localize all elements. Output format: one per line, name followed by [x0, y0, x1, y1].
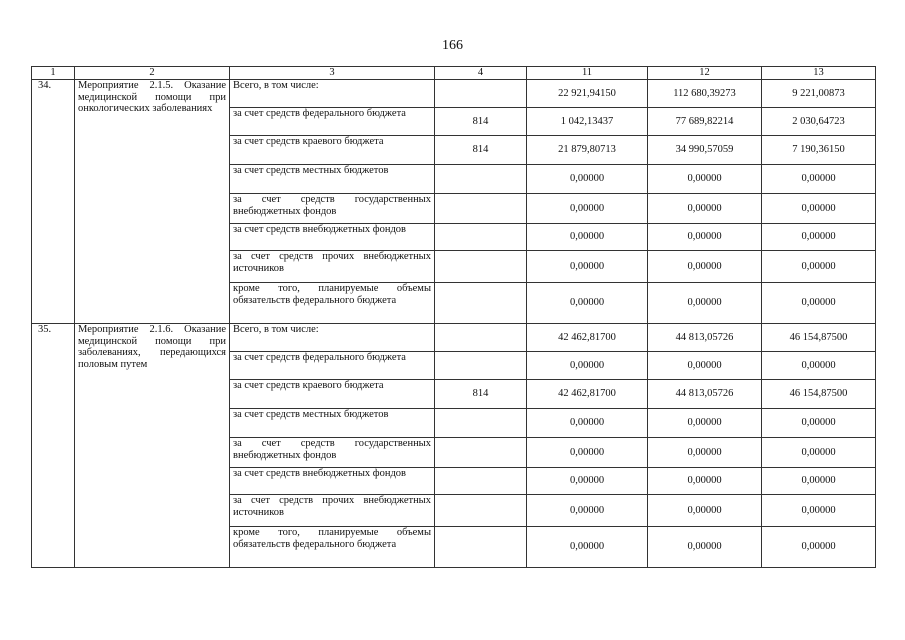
funding-source: за счет средств внебюджетных фондов — [230, 468, 435, 495]
value-col-13: 9 221,00873 — [762, 80, 876, 108]
value-col-12: 0,00000 — [648, 409, 762, 438]
budget-code — [435, 194, 527, 224]
budget-code: 814 — [435, 108, 527, 136]
funding-source: за счет средств прочих внебюджетных источников — [230, 251, 435, 283]
value-col-12: 44 813,05726 — [648, 324, 762, 352]
value-col-13: 0,00000 — [762, 495, 876, 527]
budget-code: 814 — [435, 136, 527, 165]
value-col-13: 0,00000 — [762, 527, 876, 568]
value-col-12: 44 813,05726 — [648, 380, 762, 409]
value-col-13: 46 154,87500 — [762, 380, 876, 409]
value-col-11: 22 921,94150 — [527, 80, 648, 108]
header-col-12: 12 — [648, 67, 762, 80]
table-row — [32, 324, 876, 352]
value-col-12: 0,00000 — [648, 352, 762, 380]
value-col-11: 0,00000 — [527, 165, 648, 194]
measure-description: Мероприятие 2.1.6. Оказание медицинской помощи при заболеваниях, передающихся половым путем — [75, 324, 230, 568]
header-col-1: 1 — [32, 67, 75, 80]
value-col-13: 0,00000 — [762, 165, 876, 194]
row-index: 35. — [32, 324, 75, 568]
measure-description: Мероприятие 2.1.5. Оказание медицинской помощи при онкологических заболеваниях — [75, 80, 230, 324]
funding-source: за счет средств краевого бюджета — [230, 136, 435, 165]
budget-code — [435, 251, 527, 283]
table-row — [32, 80, 876, 108]
value-col-12: 0,00000 — [648, 165, 762, 194]
header-col-4: 4 — [435, 67, 527, 80]
value-col-12: 0,00000 — [648, 194, 762, 224]
funding-source: за счет средств краевого бюджета — [230, 380, 435, 409]
budget-code — [435, 224, 527, 251]
funding-source: за счет средств государственных внебюджетных фондов — [230, 194, 435, 224]
value-col-13: 0,00000 — [762, 352, 876, 380]
funding-source: за счет средств местных бюджетов — [230, 165, 435, 194]
value-col-11: 1 042,13437 — [527, 108, 648, 136]
value-col-13: 0,00000 — [762, 194, 876, 224]
value-col-11: 0,00000 — [527, 352, 648, 380]
budget-code — [435, 324, 527, 352]
budget-code — [435, 468, 527, 495]
value-col-13: 2 030,64723 — [762, 108, 876, 136]
funding-source: за счет средств внебюджетных фондов — [230, 224, 435, 251]
value-col-13: 46 154,87500 — [762, 324, 876, 352]
funding-source: Всего, в том числе: — [230, 324, 435, 352]
header-col-13: 13 — [762, 67, 876, 80]
funding-source: Всего, в том числе: — [230, 80, 435, 108]
value-col-11: 0,00000 — [527, 283, 648, 324]
header-col-3: 3 — [230, 67, 435, 80]
value-col-11: 0,00000 — [527, 438, 648, 468]
value-col-12: 0,00000 — [648, 251, 762, 283]
funding-source: за счет средств федерального бюджета — [230, 352, 435, 380]
value-col-12: 0,00000 — [648, 468, 762, 495]
value-col-11: 42 462,81700 — [527, 380, 648, 409]
value-col-11: 0,00000 — [527, 495, 648, 527]
value-col-12: 34 990,57059 — [648, 136, 762, 165]
value-col-11: 0,00000 — [527, 224, 648, 251]
header-col-11: 11 — [527, 67, 648, 80]
budget-code — [435, 409, 527, 438]
funding-source: кроме того, планируемые объемы обязательств федерального бюджета — [230, 527, 435, 568]
budget-code — [435, 438, 527, 468]
value-col-13: 0,00000 — [762, 251, 876, 283]
value-col-12: 0,00000 — [648, 527, 762, 568]
value-col-11: 21 879,80713 — [527, 136, 648, 165]
funding-source: за счет средств местных бюджетов — [230, 409, 435, 438]
value-col-13: 0,00000 — [762, 468, 876, 495]
budget-table — [31, 66, 876, 568]
budget-code — [435, 283, 527, 324]
funding-source: за счет средств прочих внебюджетных источников — [230, 495, 435, 527]
budget-code — [435, 80, 527, 108]
value-col-12: 112 680,39273 — [648, 80, 762, 108]
value-col-13: 0,00000 — [762, 409, 876, 438]
value-col-13: 0,00000 — [762, 283, 876, 324]
value-col-12: 77 689,82214 — [648, 108, 762, 136]
value-col-11: 0,00000 — [527, 251, 648, 283]
value-col-12: 0,00000 — [648, 283, 762, 324]
value-col-13: 7 190,36150 — [762, 136, 876, 165]
budget-code: 814 — [435, 380, 527, 409]
budget-code — [435, 352, 527, 380]
budget-code — [435, 527, 527, 568]
budget-code — [435, 165, 527, 194]
funding-source: кроме того, планируемые объемы обязательств федерального бюджета — [230, 283, 435, 324]
value-col-11: 42 462,81700 — [527, 324, 648, 352]
header-col-2: 2 — [75, 67, 230, 80]
row-index: 34. — [32, 80, 75, 324]
value-col-11: 0,00000 — [527, 409, 648, 438]
funding-source: за счет средств федерального бюджета — [230, 108, 435, 136]
value-col-13: 0,00000 — [762, 438, 876, 468]
value-col-11: 0,00000 — [527, 194, 648, 224]
page-number: 166 — [442, 38, 463, 53]
budget-code — [435, 495, 527, 527]
value-col-12: 0,00000 — [648, 438, 762, 468]
header-row — [32, 67, 876, 80]
value-col-13: 0,00000 — [762, 224, 876, 251]
value-col-11: 0,00000 — [527, 527, 648, 568]
funding-source: за счет средств государственных внебюджетных фондов — [230, 438, 435, 468]
value-col-12: 0,00000 — [648, 224, 762, 251]
value-col-12: 0,00000 — [648, 495, 762, 527]
value-col-11: 0,00000 — [527, 468, 648, 495]
